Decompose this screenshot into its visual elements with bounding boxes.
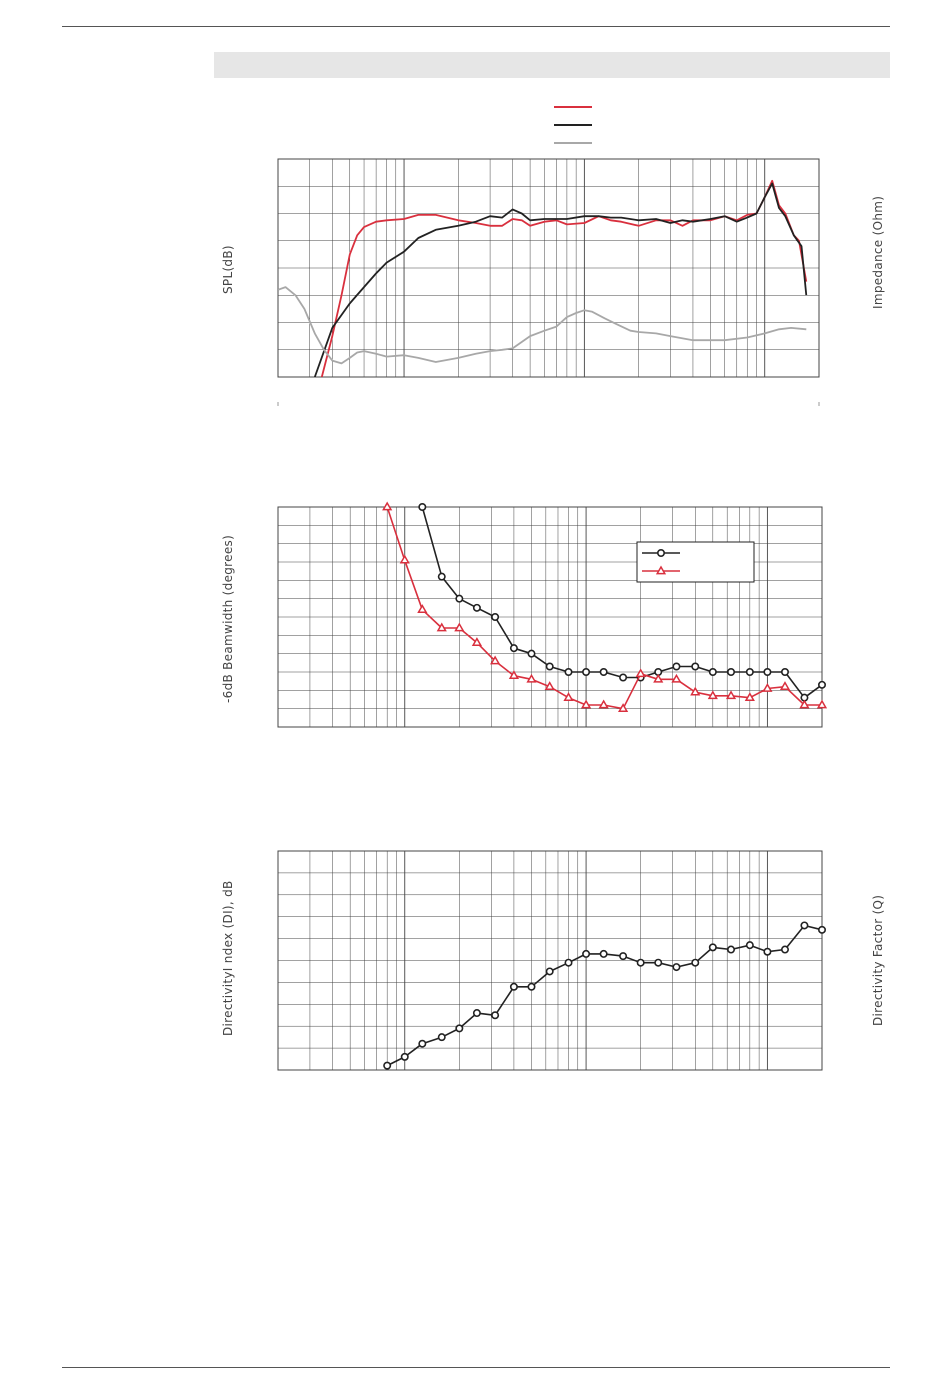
beamwidth-point-1	[727, 692, 735, 699]
beamwidth-point-0	[600, 669, 606, 675]
beamwidth-point-1	[709, 692, 717, 699]
beamwidth-point-0	[692, 663, 698, 669]
beamwidth-point-1	[818, 701, 826, 708]
directivity-index-point-0	[728, 946, 734, 952]
directivity-index-point-0	[511, 984, 517, 990]
beamwidth-point-1	[637, 670, 645, 677]
directivity-index-point-0	[600, 951, 606, 957]
beamwidth-point-1	[419, 606, 427, 613]
directivity-index-point-0	[764, 949, 770, 955]
directivity-index-point-0	[474, 1010, 480, 1016]
beamwidth-point-0	[710, 669, 716, 675]
directivity-index-point-0	[565, 959, 571, 965]
beamwidth-point-1	[528, 675, 536, 682]
directivity-index-point-0	[692, 959, 698, 965]
directivity-index-point-0	[546, 968, 552, 974]
directivity-index-point-0	[620, 953, 626, 959]
bottom-rule	[62, 1367, 890, 1368]
beamwidth-point-1	[746, 694, 754, 701]
beamwidth-point-0	[565, 669, 571, 675]
grid-beamwidth	[278, 507, 822, 727]
beamwidth-point-1	[565, 694, 573, 701]
directivity-index-point-0	[655, 959, 661, 965]
beamwidth-point-0	[764, 669, 770, 675]
y-axis-label-di: DirectivityI ndex (DI), dB	[221, 880, 235, 1036]
beamwidth-point-0	[492, 614, 498, 620]
beamwidth-point-1	[582, 701, 590, 708]
beamwidth-point-0	[419, 504, 425, 510]
legend-marker-circle	[658, 550, 664, 556]
directivity-index-point-0	[419, 1041, 425, 1047]
y-axis-label-spl: SPL(dB)	[221, 245, 235, 294]
directivity-index-point-0	[710, 944, 716, 950]
directivity-index-point-0	[384, 1062, 390, 1068]
directivity-index-point-0	[456, 1025, 462, 1031]
directivity-index-point-0	[673, 964, 679, 970]
beamwidth-point-0	[782, 669, 788, 675]
beamwidth-point-1	[600, 701, 608, 708]
frequency-response-series-1	[315, 184, 807, 378]
directivity-index-series-0	[387, 926, 822, 1066]
beamwidth-point-0	[620, 674, 626, 680]
beamwidth-point-1	[781, 683, 789, 690]
beamwidth-point-1	[764, 685, 772, 692]
grid-directivity-index	[278, 851, 822, 1070]
beamwidth-point-1	[383, 503, 391, 510]
directivity-index-point-0	[801, 922, 807, 928]
directivity-index-point-0	[492, 1012, 498, 1018]
beamwidth-point-0	[528, 650, 534, 656]
beamwidth-point-0	[511, 645, 517, 651]
directivity-index-point-0	[637, 959, 643, 965]
beamwidth-point-1	[673, 675, 681, 682]
beamwidth-series-1	[387, 507, 822, 709]
directivity-index-point-0	[583, 951, 589, 957]
grid-frequency-response	[278, 159, 819, 377]
beamwidth-point-0	[819, 682, 825, 688]
directivity-index-point-0	[528, 984, 534, 990]
y-axis-label-impedance: Impedance (Ohm)	[871, 195, 885, 309]
beamwidth-point-1	[546, 683, 554, 690]
directivity-index-point-0	[782, 946, 788, 952]
legend-frequency-response	[554, 107, 592, 143]
beamwidth-point-0	[474, 605, 480, 611]
beamwidth-point-0	[439, 573, 445, 579]
beamwidth-point-1	[691, 688, 699, 695]
frequency-response-series-0	[322, 181, 807, 377]
beamwidth-point-0	[546, 663, 552, 669]
legend-box	[637, 542, 754, 582]
directivity-index-point-0	[747, 942, 753, 948]
legend-beamwidth	[637, 542, 754, 582]
directivity-index-point-0	[439, 1034, 445, 1040]
beamwidth-point-0	[583, 669, 589, 675]
beamwidth-point-1	[401, 556, 409, 563]
y-axis-label-q: Directivity Factor (Q)	[871, 894, 885, 1026]
directivity-index-point-0	[819, 927, 825, 933]
beamwidth-point-1	[619, 705, 627, 712]
beamwidth-point-0	[747, 669, 753, 675]
y-axis-label-beamwidth: -6dB Beamwidth (degrees)	[221, 534, 235, 703]
beamwidth-point-0	[673, 663, 679, 669]
beamwidth-series-0	[422, 507, 822, 698]
beamwidth-point-0	[728, 669, 734, 675]
beamwidth-point-0	[456, 595, 462, 601]
frequency-response-series-2	[278, 287, 806, 363]
beamwidth-point-1	[456, 624, 464, 631]
beamwidth-point-1	[654, 675, 662, 682]
directivity-index-point-0	[402, 1054, 408, 1060]
